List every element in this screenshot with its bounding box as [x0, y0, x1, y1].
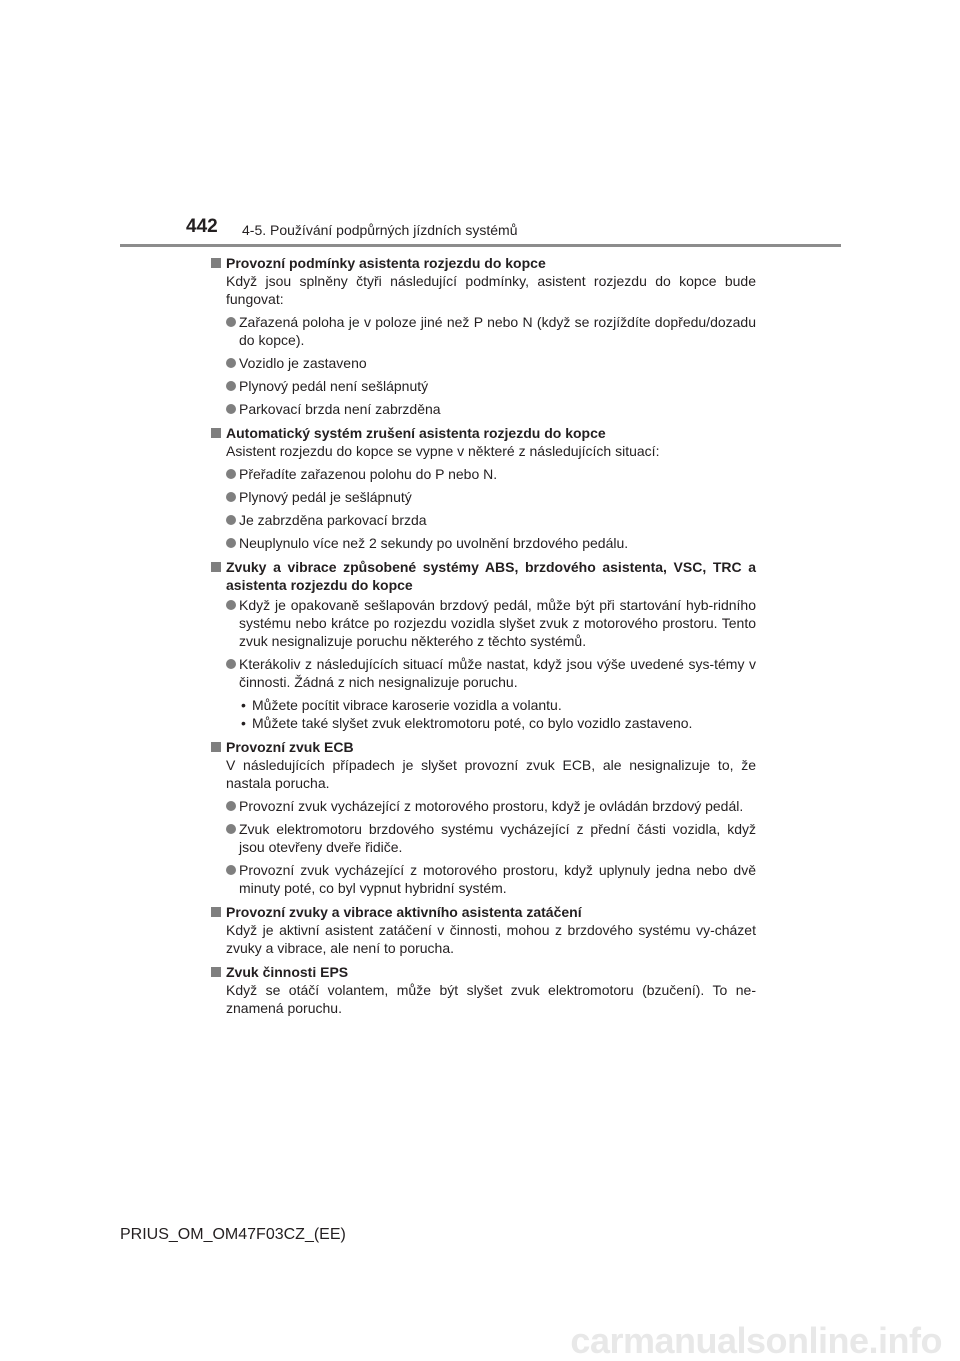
list-item: [211, 511, 756, 529]
round-bullet-icon: [226, 865, 236, 875]
round-bullet-icon: [226, 469, 236, 479]
section-sounds-vibrations: [211, 558, 756, 732]
list-item-text: Neuplynulo více než 2 sekundy po uvolnění brzdového pedálu.: [239, 535, 629, 551]
watermark: carmanualsonline.info: [570, 1320, 942, 1361]
square-bullet-icon: [211, 428, 221, 438]
square-bullet-icon: [211, 967, 221, 977]
list-item: [211, 596, 756, 650]
list-item: [211, 655, 756, 691]
section-heading: [211, 558, 756, 594]
section-title: Zvuk činnosti EPS: [226, 964, 349, 980]
round-bullet-icon: [226, 404, 236, 414]
round-bullet-icon: [226, 317, 236, 327]
list-item-text: Provozní zvuk vycházející z motorového prostoru, když uplynuly jedna nebo dvě minuty poté, co byl vypnut hybridní systém.: [239, 862, 756, 896]
list-item-text: Parkovací brzda není zabrzděna: [239, 401, 441, 417]
square-bullet-icon: [211, 742, 221, 752]
section-heading: [211, 963, 756, 981]
sub-list-item: [211, 696, 756, 714]
section-heading: [211, 738, 756, 756]
header-divider: [120, 244, 841, 247]
list-item-text: Provozní zvuk vycházející z motorového prostoru, když je ovládán brzdový pedál.: [239, 798, 744, 814]
list-item-text: Když je opakovaně sešlapován brzdový pedál, může být při startování hyb-ridního systému nebo krátce po rozjezdu vozidla slyšet zvuk z motorového prostoru. Tento zvuk nesignalizuje poruchu některého z těchto systémů.: [239, 597, 756, 649]
section-intro: Když je aktivní asistent zatáčení v činnosti, mohou z brzdového systému vy-cházet zvuky a vibrace, ale není to porucha.: [226, 922, 756, 956]
round-bullet-icon: [226, 600, 236, 610]
list-item: [211, 400, 756, 418]
section-heading: [211, 903, 756, 921]
list-item: [211, 820, 756, 856]
list-item: [211, 488, 756, 506]
list-item-text: Plynový pedál není sešlápnutý: [239, 378, 429, 394]
sub-list-item: [211, 714, 756, 732]
list-item: [211, 861, 756, 897]
round-bullet-icon: [226, 358, 236, 368]
small-bullet-icon: •: [241, 715, 246, 731]
round-bullet-icon: [226, 515, 236, 525]
round-bullet-icon: [226, 824, 236, 834]
section-intro: Když jsou splněny čtyři následující podmínky, asistent rozjezdu do kopce bude fungovat:: [226, 273, 756, 307]
round-bullet-icon: [226, 381, 236, 391]
list-item-text: Vozidlo je zastaveno: [239, 355, 367, 371]
section-title: Provozní zvuk ECB: [226, 739, 354, 755]
round-bullet-icon: [226, 659, 236, 669]
section-heading: [211, 254, 756, 272]
list-item: [211, 465, 756, 483]
section-intro: Asistent rozjezdu do kopce se vypne v některé z následujících situací:: [226, 443, 660, 459]
list-item-text: Přeřadíte zařazenou polohu do P nebo N.: [239, 466, 498, 482]
list-item: [211, 354, 756, 372]
page-number: 442: [186, 216, 218, 237]
sub-list-item-text: Můžete také slyšet zvuk elektromotoru poté, co bylo vozidlo zastaveno.: [252, 715, 693, 731]
section-ecb-sound: [211, 738, 756, 897]
square-bullet-icon: [211, 562, 221, 572]
list-item: [211, 797, 756, 815]
square-bullet-icon: [211, 907, 221, 917]
footer-doc-code: PRIUS_OM_OM47F03CZ_(EE): [120, 1226, 346, 1243]
section-intro: Když se otáčí volantem, může být slyšet zvuk elektromotoru (bzučení). To ne-znamená poruchu.: [226, 982, 756, 1016]
list-item-text: Kterákoliv z následujících situací může nastat, když jsou výše uvedené sys-témy v činnosti. Žádná z nich nesignalizuje poruchu.: [239, 656, 756, 690]
chapter-title: 4-5. Používání podpůrných jízdních systémů: [242, 222, 518, 238]
section-title: Provozní podmínky asistenta rozjezdu do kopce: [226, 255, 546, 271]
list-item: [211, 534, 756, 552]
list-item-text: Zvuk elektromotoru brzdového systému vycházející z přední části vozidla, když jsou otevřeny dveře řidiče.: [239, 821, 756, 855]
section-title: Provozní zvuky a vibrace aktivního asistenta zatáčení: [226, 904, 582, 920]
section-title: Zvuky a vibrace způsobené systémy ABS, brzdového asistenta, VSC, TRC a asistenta rozjezdu do kopce: [226, 559, 756, 593]
round-bullet-icon: [226, 801, 236, 811]
section-hill-start-conditions: [211, 254, 756, 418]
list-item-text: Je zabrzděna parkovací brzda: [239, 512, 427, 528]
round-bullet-icon: [226, 492, 236, 502]
list-item-text: Zařazená poloha je v poloze jiné než P nebo N (když se rozjíždíte dopředu/dozadu do kopce).: [239, 314, 756, 348]
section-hill-start-cancel: [211, 424, 756, 552]
list-item: [211, 313, 756, 349]
list-item: [211, 377, 756, 395]
square-bullet-icon: [211, 258, 221, 268]
small-bullet-icon: •: [241, 697, 246, 713]
sub-list-item-text: Můžete pocítit vibrace karoserie vozidla a volantu.: [252, 697, 562, 713]
section-heading: [211, 424, 756, 442]
page-content: [211, 254, 756, 1023]
round-bullet-icon: [226, 538, 236, 548]
section-intro: V následujících případech je slyšet provozní zvuk ECB, ale nesignalizuje to, že nastala porucha.: [226, 757, 756, 791]
section-title: Automatický systém zrušení asistenta rozjezdu do kopce: [226, 425, 606, 441]
list-item-text: Plynový pedál je sešlápnutý: [239, 489, 412, 505]
section-active-cornering-assist: [211, 903, 756, 957]
section-eps-sound: [211, 963, 756, 1017]
